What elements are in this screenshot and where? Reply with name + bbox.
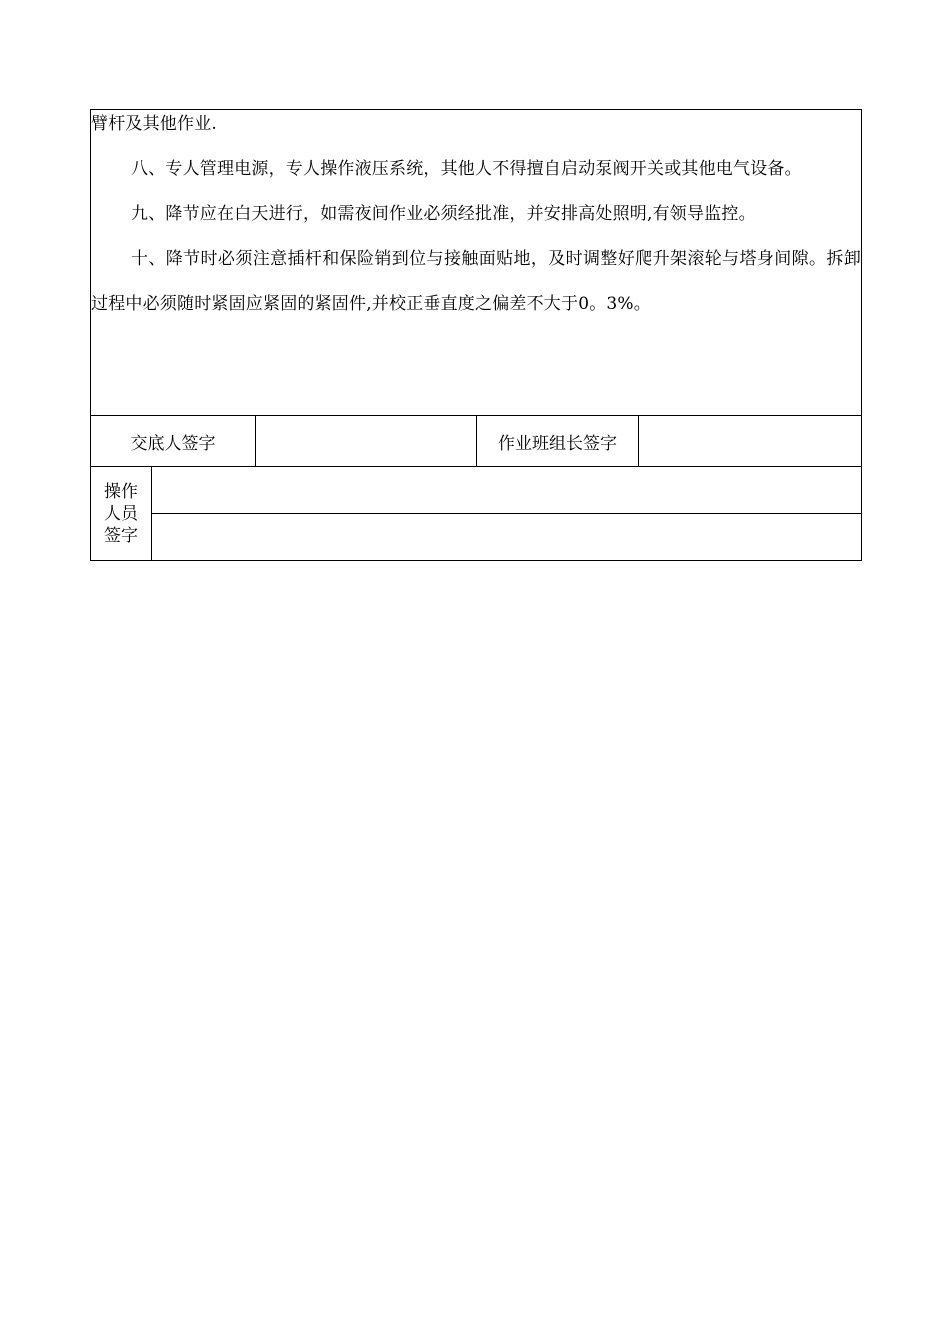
operator-label-line: 操作: [104, 481, 138, 502]
signature-row: [91, 416, 862, 467]
briefer-signature-label: 交底人签字: [91, 416, 256, 467]
operator-signature-row-2: [91, 514, 862, 561]
leader-signature-label: 作业班组长签字: [477, 416, 639, 467]
briefing-content-cell: [91, 110, 862, 416]
leader-signature-field[interactable]: [639, 416, 862, 467]
operator-signature-field-1[interactable]: [152, 467, 862, 514]
briefing-content: [91, 110, 861, 327]
content-item-9: 九、降节应在白天进行，如需夜间作业必须经批准，并安排高处照明,有领导监控。: [131, 204, 756, 224]
safety-briefing-table: [90, 109, 862, 561]
content-item-10: 十、降节时必须注意插杆和保险销到位与接触面贴地，及时调整好爬升架滚轮与塔身间隙。拆卸过程中必须随时紧固应紧固的紧固件,并校正垂直度之偏差不大于0。3%。: [91, 249, 862, 314]
operator-signature-field-2[interactable]: [152, 514, 862, 561]
content-item-8: 八、专人管理电源，专人操作液压系统，其他人不得擅自启动泵阀开关或其他电气设备。: [131, 159, 802, 179]
briefer-signature-field[interactable]: [256, 416, 477, 467]
content-line-continuation: 臂杆及其他作业.: [91, 114, 218, 134]
operator-label-line: 签字: [104, 525, 138, 546]
operator-signature-label: [91, 467, 152, 561]
operator-label-line: 人员: [104, 503, 138, 524]
operator-signature-row-1: [91, 467, 862, 514]
